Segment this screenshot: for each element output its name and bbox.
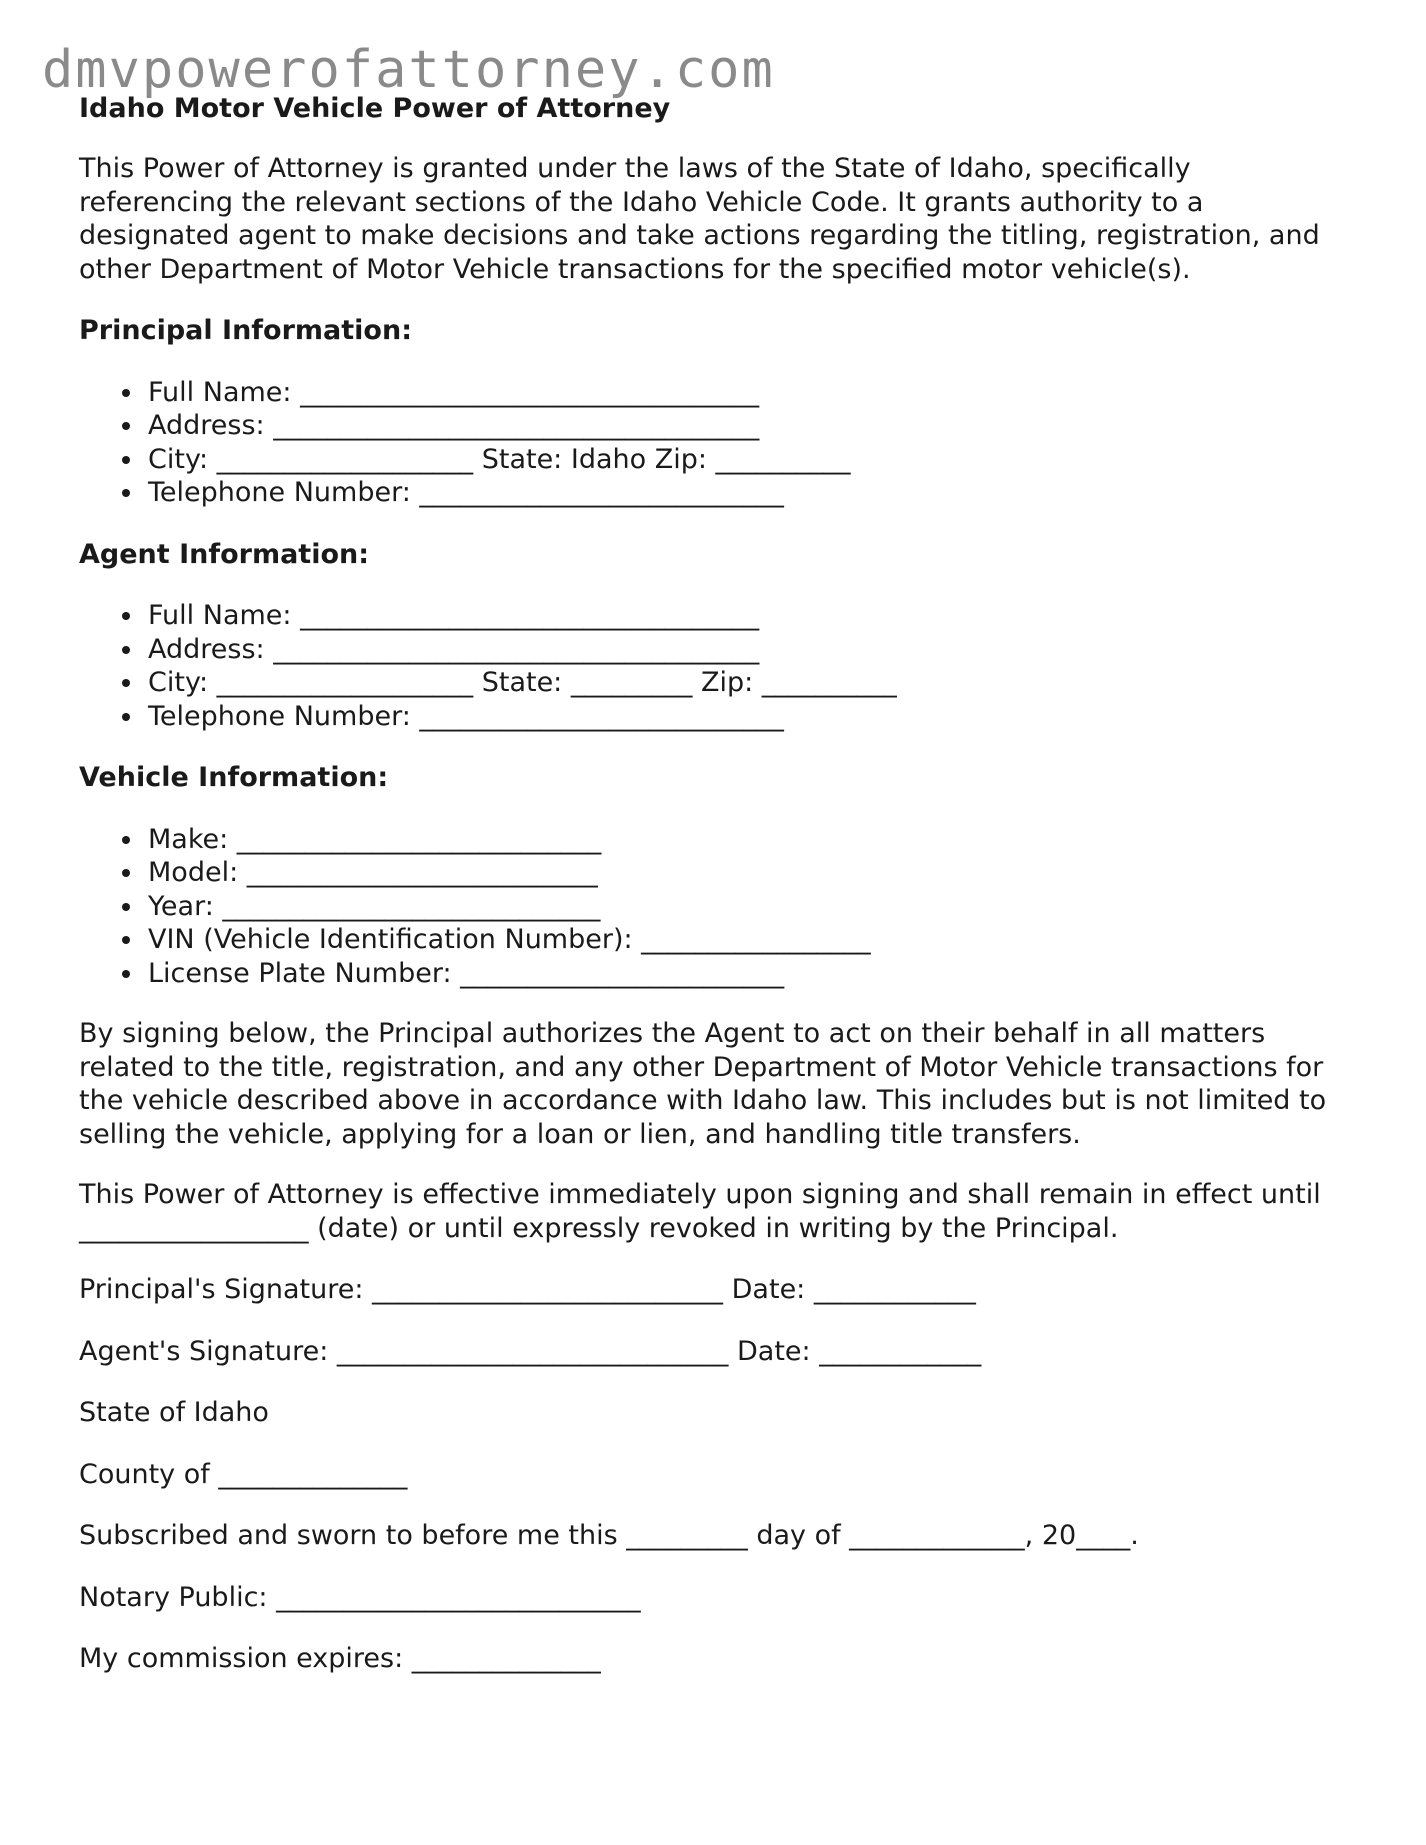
principal-full-name-field: Full Name: __________________________________: [148, 376, 1339, 410]
vehicle-heading: Vehicle Information:: [79, 762, 389, 793]
commission-line: My commission expires: ______________: [79, 1643, 601, 1674]
principal-city-state-zip-field: City: ___________________ State: Idaho Zip: __________: [148, 443, 1339, 477]
agent-signature-line: Agent's Signature: _____________________________ Date: ____________: [79, 1335, 982, 1367]
vehicle-make-field: Make: ___________________________: [148, 823, 1339, 857]
vehicle-vin-field: VIN (Vehicle Identification Number): _________________: [148, 923, 1339, 957]
agent-full-name-field: Full Name: __________________________________: [148, 599, 1339, 633]
vehicle-plate-field: License Plate Number: ________________________: [148, 957, 1339, 991]
vehicle-year-field: Year: ____________________________: [148, 890, 1339, 924]
intro-paragraph: This Power of Attorney is granted under the laws of the State of Idaho, specifically referencing the relevant sections of the Idaho Vehicle Code. It grants authority to a designated agent to make decisions and take actions regarding the titling, registration, and other Department of Motor Vehicle transactions for the specified motor vehicle(s).: [79, 153, 1320, 285]
vehicle-model-field: Model: __________________________: [148, 856, 1339, 890]
agent-heading: Agent Information:: [79, 538, 370, 570]
sworn-line: Subscribed and sworn to before me this _________ day of _____________, 20____.: [79, 1520, 1139, 1551]
agent-city-state-zip-field: City: ___________________ State: _________ Zip: __________: [148, 666, 1339, 700]
vehicle-fields: [79, 823, 1339, 991]
agent-address-field: Address: ____________________________________: [148, 633, 1339, 667]
effective-paragraph: This Power of Attorney is effective immediately upon signing and shall remain in effect until _________________ (date) or until expressly revoked in writing by the Principal.: [79, 1179, 1321, 1244]
notary-line: Notary Public: ___________________________: [79, 1581, 641, 1613]
principal-telephone-field: Telephone Number: ___________________________: [148, 476, 1339, 510]
county-line: County of ______________: [79, 1458, 408, 1490]
agent-telephone-field: Telephone Number: ___________________________: [148, 700, 1339, 734]
document-title: Idaho Motor Vehicle Power of Attorney: [79, 93, 671, 124]
watermark: dmvpowerofattorney.com: [42, 40, 775, 100]
document: [79, 92, 1339, 1676]
principal-signature-line: Principal's Signature: __________________________ Date: ____________: [79, 1274, 976, 1305]
principal-fields: [79, 376, 1339, 510]
state-line: State of Idaho: [79, 1397, 269, 1428]
principal-address-field: Address: ____________________________________: [148, 409, 1339, 443]
authorization-paragraph: By signing below, the Principal authorizes the Agent to act on their behalf in all matters related to the title, registration, and any other Department of Motor Vehicle transactions for the vehicle described above in accordance with Idaho law. This includes but is not limited to selling the vehicle, applying for a loan or lien, and handling title transfers.: [79, 1018, 1327, 1150]
agent-fields: [79, 599, 1339, 733]
principal-heading: Principal Information:: [79, 315, 413, 346]
